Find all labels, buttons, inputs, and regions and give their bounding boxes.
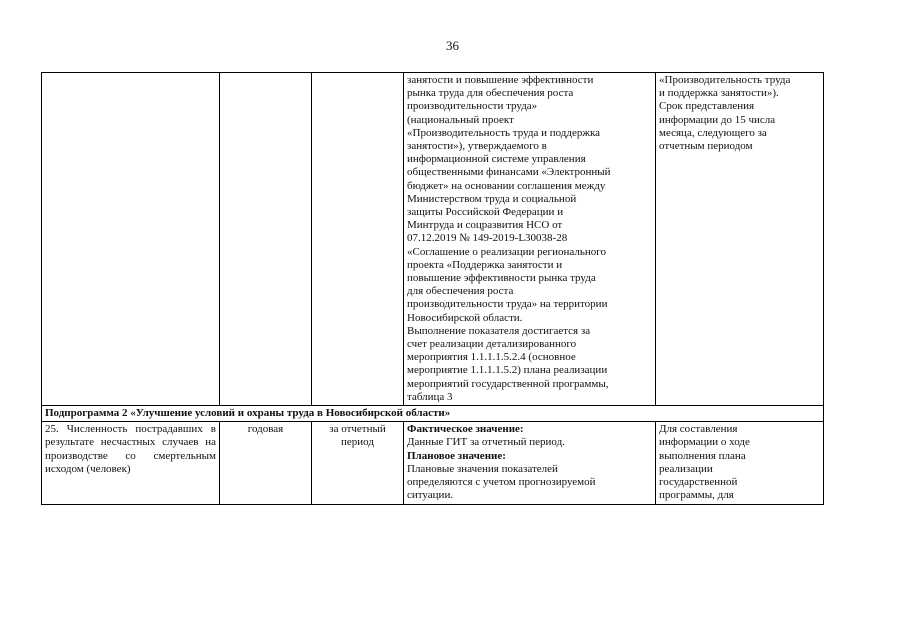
- cell-frequency-25: годовая: [220, 422, 312, 504]
- cell-period-empty: [312, 73, 404, 406]
- cell-period-25: за отчетный период: [312, 422, 404, 504]
- cell-description-25: [404, 422, 656, 504]
- planned-value-text: Плановые значения показателей определяются с учетом прогнозируемой ситуации.: [407, 462, 596, 502]
- cell-indicator-empty: [42, 73, 220, 406]
- subprogram-header: Подпрограмма 2 «Улучшение условий и охраны труда в Новосибирской области»: [42, 406, 824, 422]
- indicator-table: [41, 72, 824, 505]
- cell-frequency-empty: [220, 73, 312, 406]
- cell-deadline-25: Для составления информации о ходе выполнения плана реализации государственной программы, для: [656, 422, 824, 504]
- table-row-indicator-25: [42, 422, 824, 504]
- cell-deadline-continued: «Производительность труда и поддержка занятости»). Срок представления информации до 15 числа месяца, следующего за отчетным периодом: [656, 73, 824, 406]
- planned-value-label: Плановое значение:: [407, 449, 506, 462]
- page-number: 36: [446, 38, 459, 53]
- cell-indicator-25: 25. Численность пострадавших в результате несчастных случаев на производстве со смертельным исходом (человек): [42, 422, 220, 504]
- cell-description-continued: занятости и повышение эффективности рынка труда для обеспечения роста производительности труда» (национальный проект «Производительность труда и поддержка занятости»), утверждаемого в информационной системе управления общественными финансами «Электронный бюджет» на основании соглашения между Министерством труда и социальной защиты Российской Федерации и Минтруда и соцразвития НСО от 07.12.2019 № 149-2019-L30038-28 «Соглашение о реализации регионального проекта «Поддержка занятости и повышение эффективности рынка труда для обеспечения роста производительности труда» на территории Новосибирской области. Выполнение показателя достигается за счет реализации детализированного мероприятия 1.1.1.1.5.2.4 (основное мероприятие 1.1.1.1.5.2) плана реализации мероприятий государственной программы, таблица 3: [404, 73, 656, 406]
- table-row-section: [42, 406, 824, 422]
- actual-value-text: Данные ГИТ за отчетный период.: [407, 436, 565, 449]
- actual-value-label: Фактическое значение:: [407, 423, 524, 436]
- table-row-continuation: [42, 73, 824, 406]
